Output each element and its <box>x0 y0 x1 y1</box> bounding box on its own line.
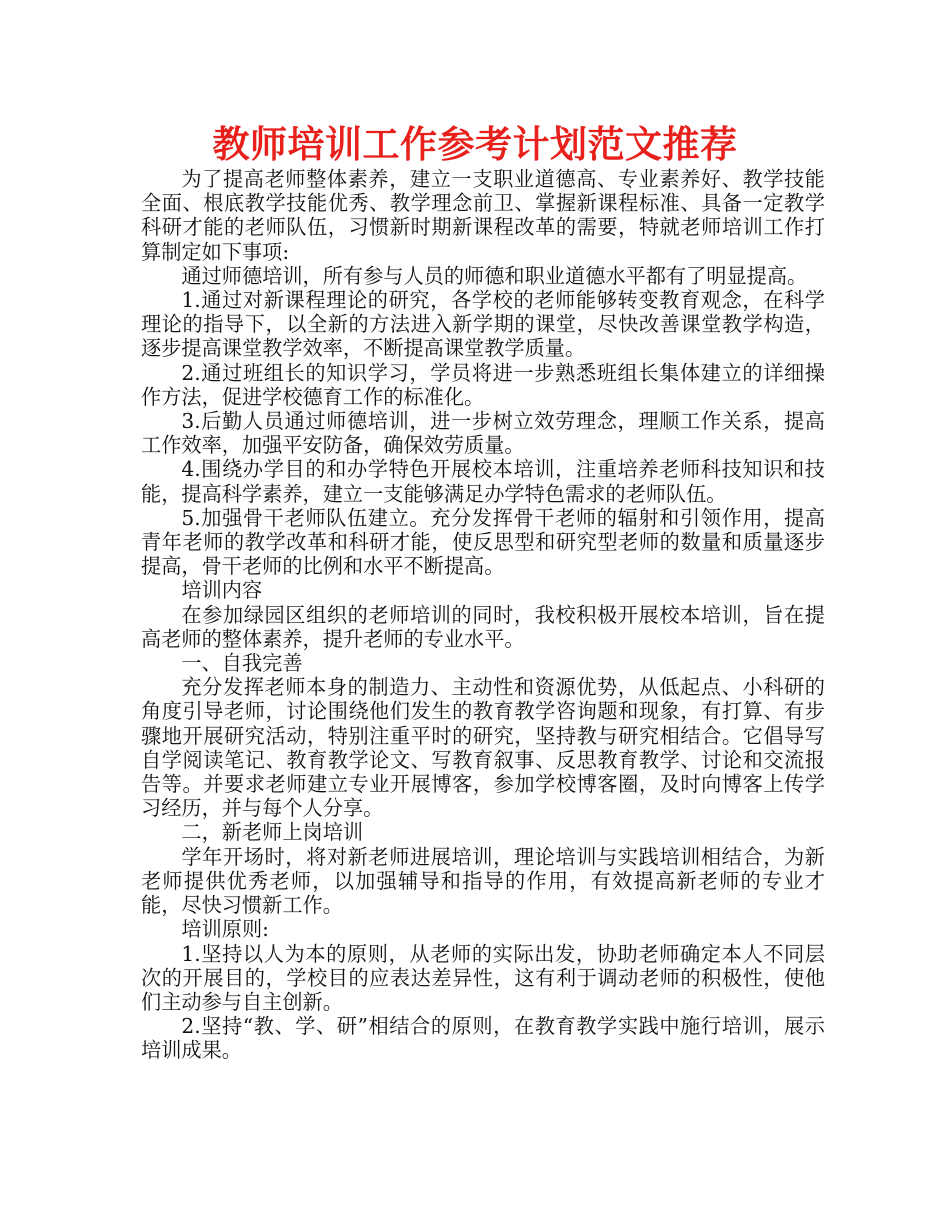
section-heading-self-improvement: 一、自我完善 <box>181 651 303 676</box>
paragraph-goal-1: 1.通过对新课程理论的研究，各学校的老师能够转变教育观念，在科学理论的指导下，以全新的方法进入新学期的课堂，尽快改善课堂教学构造，逐步提高课堂教学效率，不断提高课堂教学质量。 <box>141 288 825 361</box>
paragraph-goal-2: 2.通过班组长的知识学习，学员将进一步熟悉班组长集体建立的详细操作方法，促进学校德育工作的标准化。 <box>141 360 825 409</box>
section-heading-training-principles: 培训原则: <box>181 917 269 942</box>
paragraph-ethics-training: 通过师德培训，所有参与人员的师德和职业道德水平都有了明显提高。 <box>181 263 808 288</box>
section-heading-training-content: 培训内容 <box>181 578 263 603</box>
paragraph-new-teacher-training: 学年开场时，将对新老师进展培训，理论培训与实践培训相结合，为新老师提供优秀老师，以加强辅导和指导的作用，有效提高新老师的专业才能，尽快习惯新工作。 <box>141 844 825 918</box>
paragraph-school-training: 在参加绿园区组织的老师培训的同时，我校积极开展校本培训，旨在提高老师的整体素养，提升老师的专业水平。 <box>141 602 825 651</box>
paragraph-intro: 为了提高老师整体素养，建立一支职业道德高、专业素养好、教学技能全面、根底教学技能优秀、教学理念前卫、掌握新课程标准、具备一定教学科研才能的老师队伍，习惯新时期新课程改革的需要，特就老师培训工作打算制定如下事项: <box>141 167 825 264</box>
paragraph-self-improvement: 充分发挥老师本身的制造力、主动性和资源优势，从低起点、小科研的角度引导老师，讨论围绕他们发生的教育教学咨询题和现象，有打算、有步骤地开展研究活动，特别注重平时的研究，坚持教与研究相结合。它倡导写自学阅读笔记、教育教学论文、写教育叙事、反思教育教学、讨论和交流报告等。并要求老师建立专业开展博客，参加学校博客圈，及时向博客上传学习经历，并与每个人分享。 <box>141 675 825 821</box>
paragraph-principle-1: 1.坚持以人为本的原则，从老师的实际出发，协助老师确定本人不同层次的开展目的，学校目的应表达差异性，这有利于调动老师的积极性，使他们主动参与自主创新。 <box>141 941 825 1014</box>
paragraph-principle-2: 2.坚持“教、学、研”相结合的原则，在教育教学实践中施行培训，展示培训成果。 <box>141 1014 825 1063</box>
section-heading-new-teacher-training: 二，新老师上岗培训 <box>181 820 364 845</box>
document-title: 教师培训工作参考计划范文推荐 <box>212 123 738 166</box>
paragraph-goal-3: 3.后勤人员通过师德培训，进一步树立效劳理念，理顺工作关系，提高工作效率，加强平安防备，确保效劳质量。 <box>141 409 825 458</box>
paragraph-goal-5: 5.加强骨干老师队伍建立。充分发挥骨干老师的辐射和引领作用，提高青年老师的教学改革和科研才能，使反思型和研究型老师的数量和质量逐步提高，骨干老师的比例和水平不断提高。 <box>141 505 825 579</box>
paragraph-goal-4: 4.围绕办学目的和办学特色开展校本培训，注重培养老师科技知识和技能，提高科学素养，建立一支能够满足办学特色需求的老师队伍。 <box>141 457 825 506</box>
document-body <box>141 167 825 1063</box>
